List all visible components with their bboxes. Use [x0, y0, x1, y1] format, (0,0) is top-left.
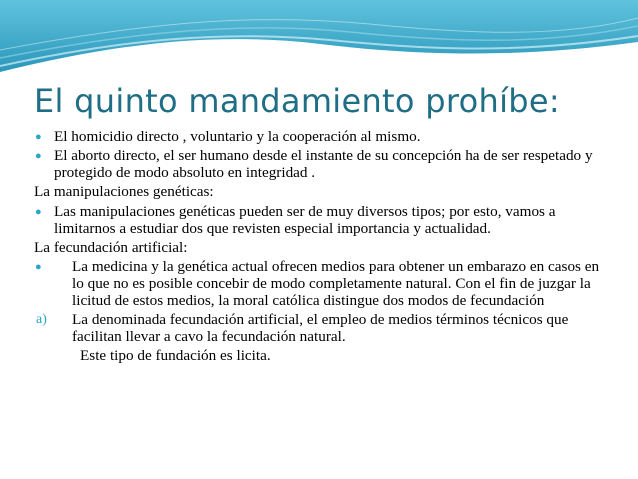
- slide-body: [34, 128, 614, 367]
- list-item: [34, 128, 614, 145]
- list-item-text: La medicina y la genética actual ofrecen medios para obtener un embarazo en casos en lo que no es posible concebir de modo completamente natural. Con el fin de juzgar la licitud de estos medios, la moral católica distingue dos modos de fecundación: [72, 257, 600, 309]
- list-letter-marker: a): [36, 312, 47, 328]
- section-heading-text: La fecundación artificial:: [34, 238, 188, 256]
- section-heading: [34, 239, 614, 256]
- slide-title: El quinto mandamiento prohíbe:: [34, 82, 560, 120]
- list-item: [34, 147, 614, 181]
- section-heading: [34, 183, 614, 200]
- section-heading-text: La manipulaciones genéticas:: [34, 183, 214, 201]
- list-item-lettered: [34, 311, 614, 345]
- list-item-text: El homicidio directo , voluntario y la cooperación al mismo.: [54, 128, 421, 145]
- list-item: [34, 258, 614, 309]
- list-item-text: La denominada fecundación artificial, el empleo de medios términos técnicos que facilitan llevar a cavo la fecundación natural.: [72, 311, 569, 346]
- continuation-line: [34, 347, 614, 364]
- bullet-icon: ●: [35, 150, 42, 163]
- bullet-icon: ●: [35, 205, 42, 218]
- list-item: [34, 203, 614, 237]
- bullet-icon: ●: [35, 260, 42, 273]
- list-item-text: El aborto directo, el ser humano desde el instante de su concepción ha de ser respetado y protegido de modo absoluto en integridad .: [54, 147, 593, 182]
- continuation-text: Este tipo de fundación es licita.: [80, 347, 271, 365]
- bullet-icon: ●: [35, 131, 42, 143]
- list-item-text: Las manipulaciones genéticas pueden ser de muy diversos tipos; por esto, vamos a limitarnos a estudiar dos que revisten especial importancia y actualidad.: [54, 202, 556, 237]
- decorative-banner: [0, 0, 638, 72]
